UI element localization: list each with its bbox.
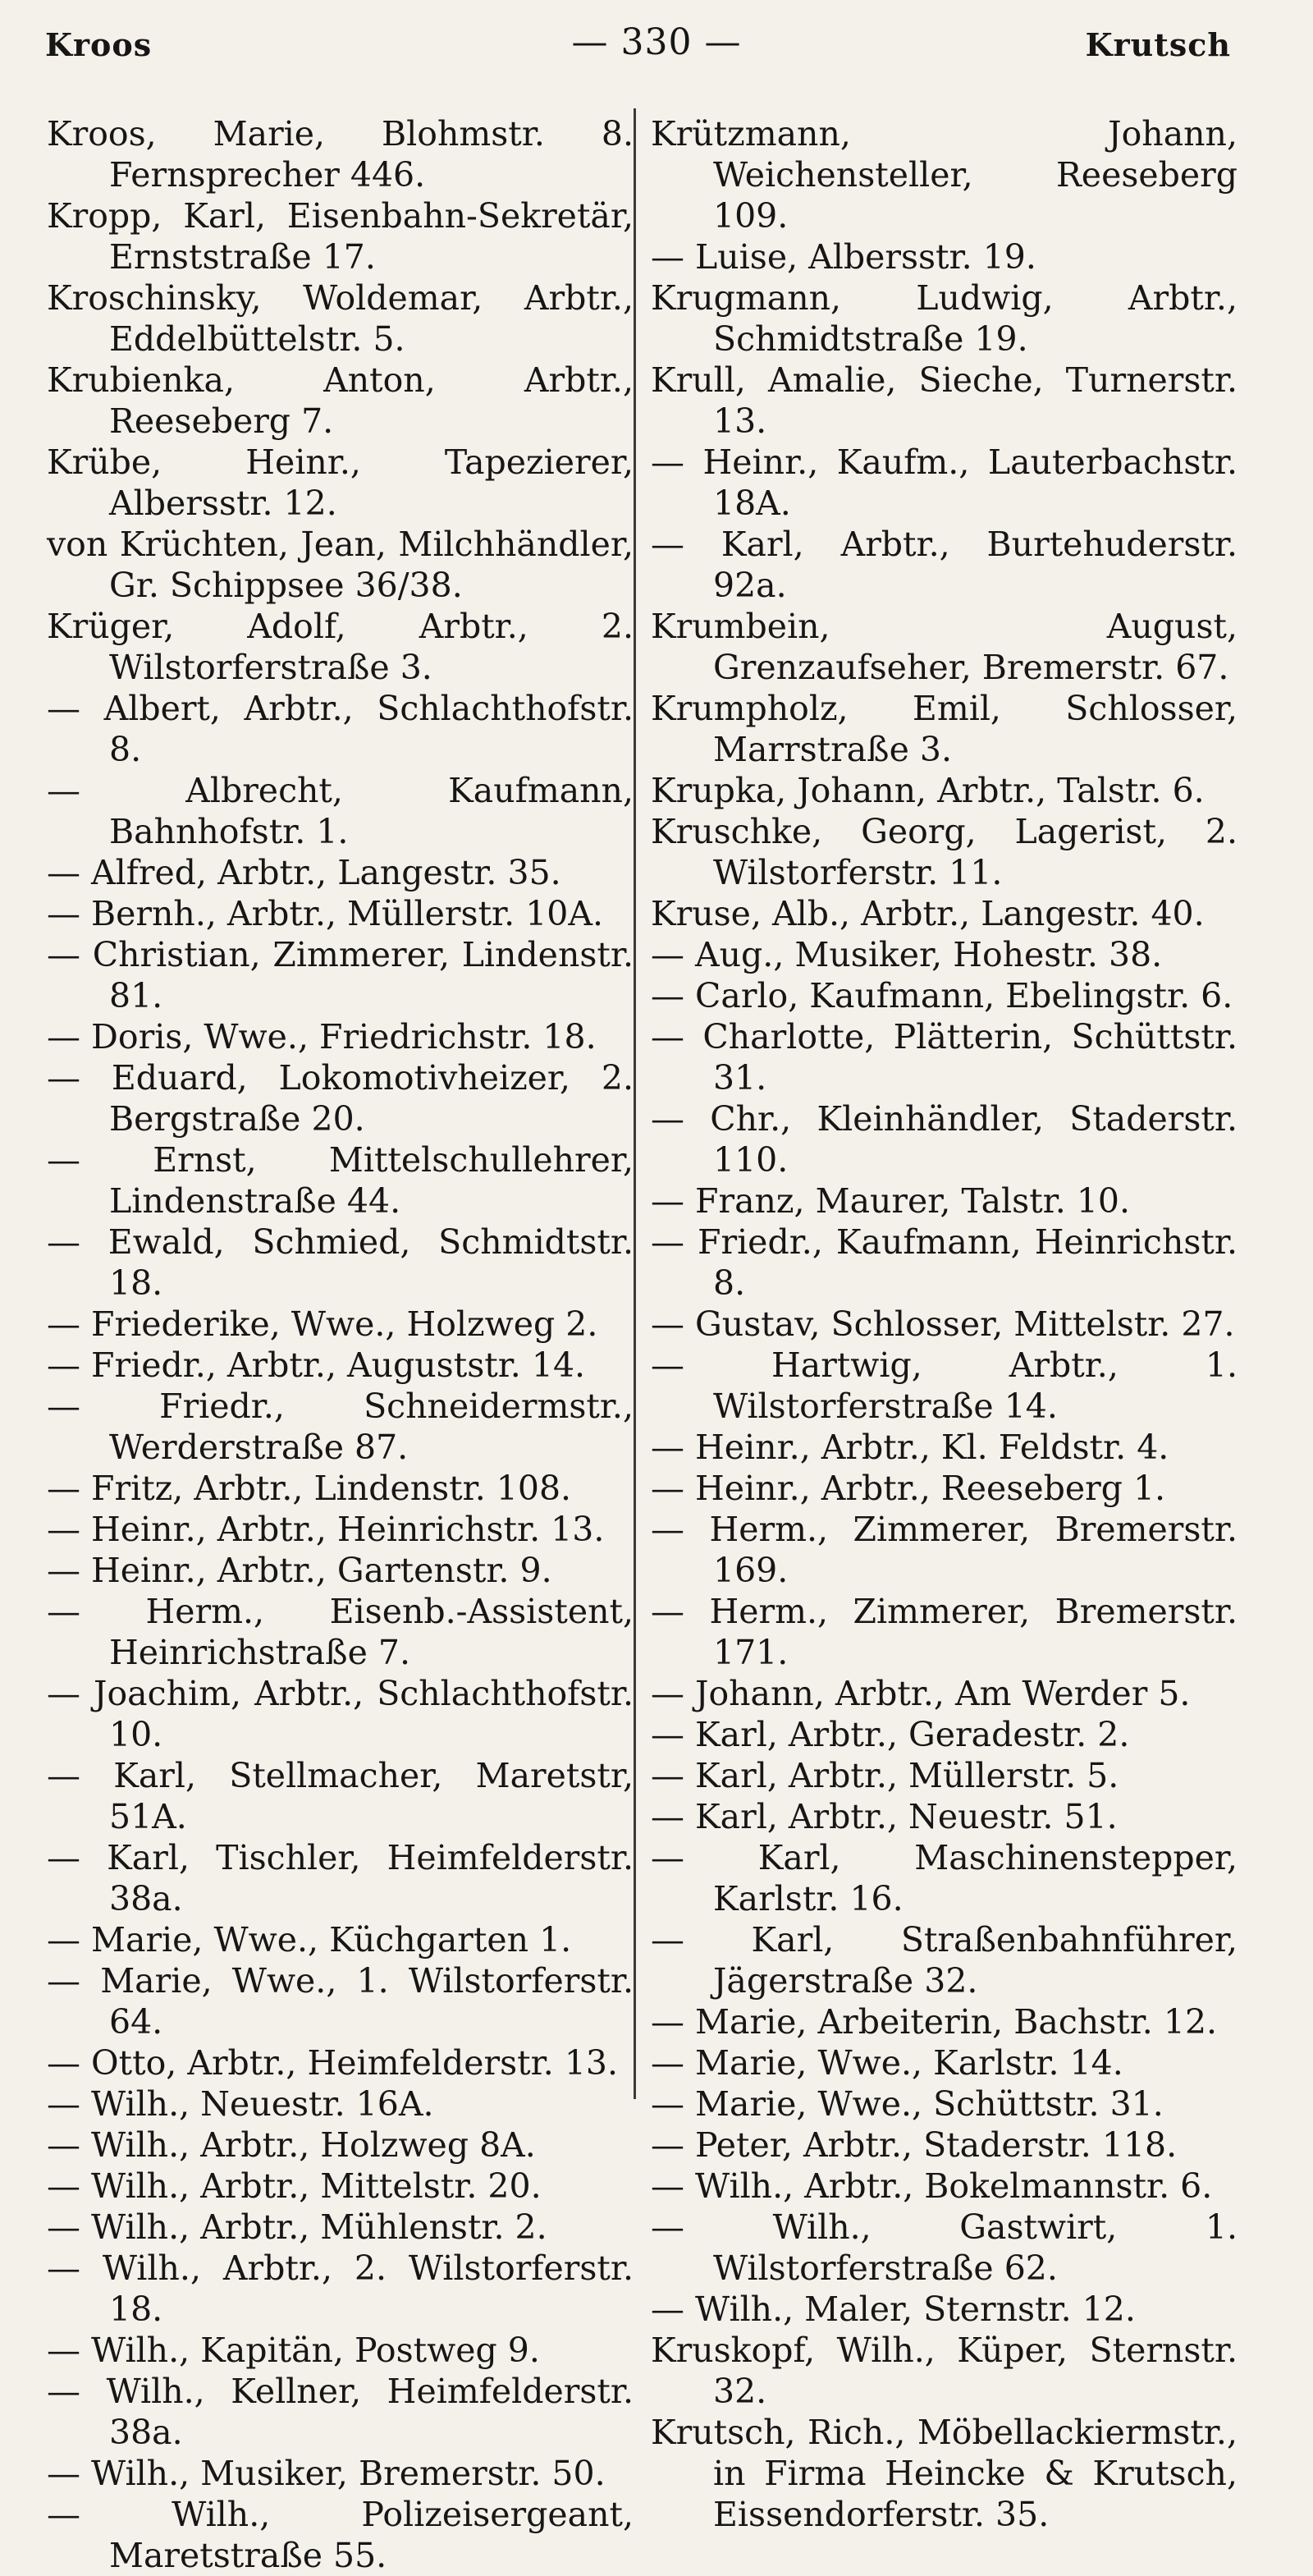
running-head-right: Krutsch (1085, 26, 1231, 63)
directory-entry: Kruschke, Georg, Lagerist, 2. Wilstorferstr. 11. (651, 812, 1238, 892)
directory-entry: — Karl, Arbtr., Geradestr. 2. (651, 1715, 1130, 1754)
directory-entry: — Friedr., Arbtr., Auguststr. 14. (47, 1345, 586, 1385)
directory-entry: — Johann, Arbtr., Am Werder 5. (651, 1674, 1191, 1713)
directory-entry: Kropp, Karl, Eisenbahn-Sekretär, Ernststraße 17. (47, 196, 634, 277)
directory-entry: — Heinr., Kaufm., Lauterbachstr. 18A. (651, 442, 1238, 523)
directory-entry: — Christian, Zimmerer, Lindenstr. 81. (47, 935, 634, 1015)
page-number: — 330 — (571, 21, 742, 63)
directory-entry: — Albert, Arbtr., Schlachthofstr. 8. (47, 689, 634, 769)
directory-entry: — Heinr., Arbtr., Kl. Feldstr. 4. (651, 1428, 1169, 1467)
directory-entry: — Aug., Musiker, Hohestr. 38. (651, 935, 1163, 974)
directory-entry: Kruse, Alb., Arbtr., Langestr. 40. (651, 894, 1205, 933)
directory-entry: — Wilh., Polizeisergeant, Maretstraße 55. (47, 2495, 634, 2575)
directory-entry: Krutsch, Rich., Möbellackiermstr., in Firma Heincke & Krutsch, Eissendorferstr. 35. (651, 2413, 1238, 2534)
directory-entry: — Karl, Maschinenstepper, Karlstr. 16. (651, 1838, 1238, 1918)
directory-entry: — Doris, Wwe., Friedrichstr. 18. (47, 1017, 597, 1057)
directory-entry: — Franz, Maurer, Talstr. 10. (651, 1181, 1131, 1221)
directory-entry: — Marie, Wwe., Schüttstr. 31. (651, 2084, 1164, 2124)
directory-entry: — Otto, Arbtr., Heimfelderstr. 13. (47, 2043, 619, 2083)
directory-entry: — Ewald, Schmied, Schmidtstr. 18. (47, 1222, 634, 1303)
directory-entry: — Karl, Arbtr., Burtehuderstr. 92a. (651, 525, 1238, 605)
directory-entry: — Wilh., Arbtr., Mühlenstr. 2. (47, 2207, 547, 2247)
directory-entry: — Wilh., Kapitän, Postweg 9. (47, 2331, 540, 2370)
directory-entry: — Alfred, Arbtr., Langestr. 35. (47, 853, 561, 892)
directory-entry: — Marie, Wwe., Karlstr. 14. (651, 2043, 1123, 2083)
directory-entry: Kroos, Marie, Blohmstr. 8. Fernsprecher 446. (47, 114, 634, 195)
directory-entry: — Wilh., Maler, Sternstr. 12. (651, 2290, 1136, 2329)
directory-entry: — Joachim, Arbtr., Schlachthofstr. 10. (47, 1674, 634, 1754)
directory-entry: — Heinr., Arbtr., Heinrichstr. 13. (47, 1510, 605, 1549)
directory-entry: — Eduard, Lokomotivheizer, 2. Bergstraße 20. (47, 1058, 634, 1139)
directory-entry: — Ernst, Mittelschullehrer, Lindenstraße 44. (47, 1140, 634, 1221)
directory-entry: — Friedr., Schneidermstr., Werderstraße 87. (47, 1387, 634, 1467)
directory-entry: — Hartwig, Arbtr., 1. Wilstorferstraße 14. (651, 1345, 1238, 1426)
directory-entry: Krübe, Heinr., Tapezierer, Albersstr. 12. (47, 442, 634, 523)
directory-entry: — Friederike, Wwe., Holzweg 2. (47, 1304, 598, 1344)
directory-entry: Krumpholz, Emil, Schlosser, Marrstraße 3. (651, 689, 1238, 769)
directory-entry: — Heinr., Arbtr., Gartenstr. 9. (47, 1551, 552, 1590)
directory-entry: Krugmann, Ludwig, Arbtr., Schmidtstraße 19. (651, 278, 1238, 359)
directory-entry: von Krüchten, Jean, Milchhändler, Gr. Schippsee 36/38. (47, 525, 634, 605)
directory-entry: — Peter, Arbtr., Staderstr. 118. (651, 2125, 1178, 2165)
directory-entry: — Marie, Wwe., Küchgarten 1. (47, 1920, 572, 1960)
directory-entry: — Charlotte, Plätterin, Schüttstr. 31. (651, 1017, 1238, 1098)
page-header (0, 18, 1313, 67)
directory-entry: — Wilh., Neuestr. 16A. (47, 2084, 434, 2124)
directory-entry: Krull, Amalie, Sieche, Turnerstr. 13. (651, 360, 1238, 441)
running-head-left: Kroos (45, 26, 153, 63)
directory-entry: — Wilh., Kellner, Heimfelderstr. 38a. (47, 2372, 634, 2452)
directory-entry: Krubienka, Anton, Arbtr., Reeseberg 7. (47, 360, 634, 441)
directory-entry: — Herm., Zimmerer, Bremerstr. 171. (651, 1592, 1238, 1672)
directory-entry: — Heinr., Arbtr., Reeseberg 1. (651, 1469, 1166, 1508)
directory-entry: — Wilh., Arbtr., Bokelmannstr. 6. (651, 2166, 1213, 2206)
right-column (651, 113, 1238, 2535)
directory-entry: — Marie, Wwe., 1. Wilstorferstr. 64. (47, 1961, 634, 2042)
directory-entry: — Fritz, Arbtr., Lindenstr. 108. (47, 1469, 572, 1508)
directory-entry: Krupka, Johann, Arbtr., Talstr. 6. (651, 771, 1205, 810)
directory-entry: — Karl, Arbtr., Neuestr. 51. (651, 1797, 1118, 1836)
directory-entry: — Gustav, Schlosser, Mittelstr. 27. (651, 1304, 1235, 1344)
directory-entry: Kroschinsky, Woldemar, Arbtr., Eddelbüttelstr. 5. (47, 278, 634, 359)
directory-entry: — Chr., Kleinhändler, Staderstr. 110. (651, 1099, 1238, 1180)
directory-entry: Krüger, Adolf, Arbtr., 2. Wilstorferstraße 3. (47, 607, 634, 687)
directory-entry: — Friedr., Kaufmann, Heinrichstr. 8. (651, 1222, 1238, 1303)
directory-entry: — Wilh., Gastwirt, 1. Wilstorferstraße 62. (651, 2207, 1238, 2288)
directory-entry: — Bernh., Arbtr., Müllerstr. 10A. (47, 894, 604, 933)
directory-entry: — Wilh., Arbtr., 2. Wilstorferstr. 18. (47, 2248, 634, 2329)
directory-entry: — Wilh., Arbtr., Holzweg 8A. (47, 2125, 536, 2165)
directory-entry: — Wilh., Musiker, Bremerstr. 50. (47, 2454, 606, 2493)
directory-entry: — Albrecht, Kaufmann, Bahnhofstr. 1. (47, 771, 634, 851)
directory-entry: Krützmann, Johann, Weichensteller, Reeseberg 109. (651, 114, 1238, 236)
directory-entry: — Luise, Albersstr. 19. (651, 237, 1036, 277)
directory-entry: Kruskopf, Wilh., Küper, Sternstr. 32. (651, 2331, 1238, 2411)
directory-entry: — Karl, Stellmacher, Maretstr, 51A. (47, 1756, 634, 1836)
directory-entry: — Karl, Straßenbahnführer, Jägerstraße 32. (651, 1920, 1238, 2001)
directory-entry: — Herm., Eisenb.-Assistent, Heinrichstraße 7. (47, 1592, 634, 1672)
column-divider (634, 108, 636, 2099)
directory-entry: — Marie, Arbeiterin, Bachstr. 12. (651, 2002, 1218, 2042)
directory-entry: Krumbein, August, Grenzaufseher, Bremerstr. 67. (651, 607, 1238, 687)
left-column (47, 113, 634, 2576)
directory-entry: — Karl, Arbtr., Müllerstr. 5. (651, 1756, 1119, 1795)
directory-entry: — Karl, Tischler, Heimfelderstr. 38a. (47, 1838, 634, 1918)
directory-entry: — Carlo, Kaufmann, Ebelingstr. 6. (651, 976, 1233, 1015)
directory-entry: — Herm., Zimmerer, Bremerstr. 169. (651, 1510, 1238, 1590)
directory-entry: — Wilh., Arbtr., Mittelstr. 20. (47, 2166, 542, 2206)
